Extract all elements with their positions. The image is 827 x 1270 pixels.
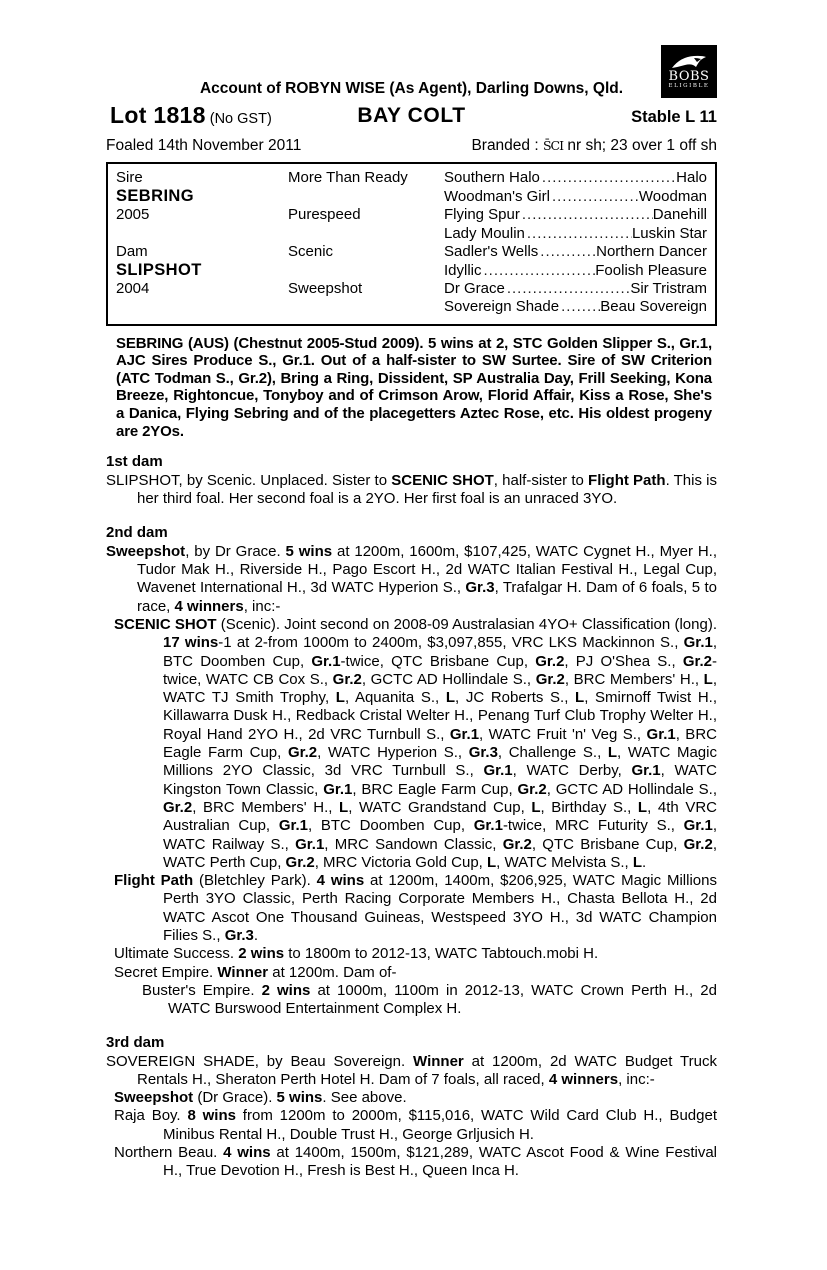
entry-bold-text: Gr.1 <box>483 762 513 780</box>
entry-text: at 1200m, 1400m, $206,925, WATC Magic Millions Perth 3YO Classic, Perth Racing Corporate Members H., Chasta Bellota H., 2d WATC Ascot One Thousand Guineas, Westspeed 3YO H., 3d WATC Champion Filies S., <box>163 872 717 945</box>
pedigree-entry <box>106 945 717 963</box>
pedigree-entry <box>106 982 717 1019</box>
foaled-date: Foaled 14th November 2011 <box>106 137 302 154</box>
entry-text: Raja Boy. <box>114 1107 188 1125</box>
entry-text: (Bletchley Park). <box>193 872 317 890</box>
entry-text: , WATC Perth Cup, <box>163 835 717 871</box>
entry-bold-text: Winner <box>413 1052 464 1070</box>
entry-text: Northern Beau. <box>114 1143 224 1161</box>
entry-text: -twice, QTC Brisbane Cup, <box>340 652 536 670</box>
entry-text: , Aquanita S., <box>344 689 446 707</box>
page-content <box>106 80 717 1181</box>
entry-bold-text: Gr.1 <box>631 762 661 780</box>
dot-leader <box>559 298 600 316</box>
entry-text: at 1200m. Dam of- <box>268 963 397 981</box>
pedigree-horse-cell: 2004 <box>116 280 150 298</box>
entry-text: , WATC Railway S., <box>163 817 717 853</box>
ancestor-sire-name: Luskin Star <box>631 224 707 242</box>
entry-text: , BTC Doomben Cup, <box>163 634 717 670</box>
pedigree-entry <box>106 872 717 945</box>
section-heading: 2nd dam <box>106 523 168 541</box>
ancestor-sire-name: Sir Tristram <box>630 280 707 298</box>
entry-bold-text: Gr.1 <box>278 817 308 835</box>
entry-text: , Smirnoff Twist H., Killawarra Dusk H., Redback Cristal Welter H., Penang Turf Club Trophy Welter H., Royal Hand 2YO H., 2d VRC Turnbull S., <box>163 689 717 743</box>
pedigree-entry <box>106 616 717 872</box>
entry-text: , WATC TJ Smith Trophy, <box>163 670 717 707</box>
entry-text: , BRC Eagle Farm Cup, <box>163 725 717 762</box>
entry-bold-text: L <box>632 853 643 871</box>
entry-text: , MRC Victoria Gold Cup, <box>314 853 487 871</box>
entry-bold-text: Gr.3 <box>224 927 254 945</box>
entry-text: , inc:- <box>618 1070 655 1088</box>
entry-bold-text: 17 wins <box>163 634 219 652</box>
lot-row <box>106 101 717 131</box>
pedigree-ancestor-cell <box>444 280 707 298</box>
entry-bold-text: L <box>445 689 456 707</box>
entry-text: , BTC Doomben Cup, <box>308 817 474 835</box>
entry-bold-text: 5 wins <box>276 1089 323 1107</box>
entry-text: to 1800m to 2012-13, WATC Tabtouch.mobi H. <box>284 945 599 963</box>
pedigree-ancestor-cell <box>444 298 707 316</box>
ancestor-name: Southern Halo <box>444 169 540 186</box>
entry-text: Secret Empire. <box>114 963 218 981</box>
entry-text: , BRC Members' H., <box>192 798 340 816</box>
entry-text: , PJ O'Shea S., <box>564 652 683 670</box>
entry-bold-text: Gr.2 <box>287 744 318 762</box>
entry-text: . <box>642 853 647 871</box>
pedigree-entry <box>106 1107 717 1144</box>
entry-bold-text: Flight Path <box>114 872 194 890</box>
pedigree-entry <box>106 472 717 509</box>
account-line: Account of ROBYN WISE (As Agent), Darling Downs, Qld. <box>199 80 624 97</box>
pedigree-ancestor-cell <box>444 188 707 206</box>
entry-text: , GCTC AD Hollindale S., <box>546 780 717 798</box>
entry-text: (Dr Grace). <box>193 1089 277 1107</box>
entry-text: at 1000m, 1100m in 2012-13, WATC Crown Perth H., 2d WATC Burswood Entertainment Complex H. <box>168 981 717 1018</box>
entry-bold-text: Gr.1 <box>323 780 353 798</box>
pedigree-table <box>106 162 717 326</box>
dot-leader <box>538 243 596 261</box>
entry-text: , WATC Grandstand Cup, <box>348 798 532 816</box>
entry-bold-text: Gr.2 <box>683 835 713 853</box>
entry-bold-text: L <box>637 798 648 816</box>
entry-text: , BRC Members' H., <box>564 670 704 688</box>
pedigree-entry <box>106 1053 717 1090</box>
ancestor-sire-name: Beau Sovereign <box>600 298 707 316</box>
entry-text: -twice, WATC CB Cox S., <box>163 652 717 688</box>
entry-text: Buster's Empire. <box>142 981 262 999</box>
entry-text: -twice, MRC Futurity S., <box>502 817 684 835</box>
pedigree-parent-cell: Scenic <box>288 242 334 260</box>
foaled-row <box>106 137 717 155</box>
entry-text: SOVEREIGN SHADE, by Beau Sovereign. <box>106 1052 414 1070</box>
entry-bold-text: Gr.2 <box>502 835 532 853</box>
pedigree-row <box>116 243 707 261</box>
entry-text: , WATC Hyperion S., <box>317 744 469 762</box>
entry-text: (Scenic). Joint second on 2008-09 Australasian 4YO+ Classification (long). <box>216 615 717 633</box>
pedigree-horse-cell: SLIPSHOT <box>116 261 202 280</box>
dot-leader <box>505 280 630 298</box>
entry-text: Ultimate Success. <box>114 945 239 963</box>
entry-text: , MRC Sandown Classic, <box>324 835 503 853</box>
entry-text: , inc:- <box>243 597 281 615</box>
dam-sections <box>106 453 717 1180</box>
entry-bold-text: Sweepshot <box>114 1089 194 1107</box>
ancestor-sire-name: Northern Dancer <box>596 242 707 260</box>
entry-bold-text: Gr.1 <box>473 817 503 835</box>
pedigree-row <box>116 187 707 206</box>
pedigree-horse-cell: SEBRING <box>116 187 194 206</box>
entry-bold-text: L <box>335 689 345 707</box>
ancestor-name: Lady Moulin <box>444 224 525 242</box>
lot-left <box>110 102 272 129</box>
lot-number: Lot 1818 <box>110 102 206 128</box>
entry-bold-text: Gr.1 <box>311 652 341 670</box>
entry-text: , Challenge S., <box>497 744 608 762</box>
brand-symbol: S̄CI <box>542 138 564 153</box>
entry-text: , WATC Kingston Town Classic, <box>163 762 717 798</box>
entry-text: SLIPSHOT, by Scenic. Unplaced. Sister to <box>106 472 392 490</box>
entry-bold-text: Gr.2 <box>163 798 193 816</box>
pedigree-row <box>116 169 707 187</box>
ancestor-name: Flying Spur <box>444 206 520 224</box>
entry-text: , BRC Eagle Farm Cup, <box>352 780 518 798</box>
entry-text: -1 at 2-from 1000m to 2400m, $3,097,855, VRC LKS Mackinnon S., <box>218 634 684 652</box>
entry-bold-text: Gr.3 <box>465 579 495 597</box>
entry-bold-text: Flight Path <box>588 472 666 490</box>
entry-text: , by Dr Grace. <box>185 542 286 560</box>
pedigree-horse-cell: Dam <box>116 242 148 260</box>
entry-bold-text: L <box>339 798 349 816</box>
ancestor-sire-name: Woodman <box>638 188 707 206</box>
entry-bold-text: Gr.3 <box>468 744 498 762</box>
entry-text: , WATC Fruit 'n' Veg S., <box>479 725 647 743</box>
entry-bold-text: Gr.2 <box>682 652 712 670</box>
ancestor-sire-name: Danehill <box>652 206 707 224</box>
entry-bold-text: Winner <box>217 963 269 981</box>
entry-bold-text: Gr.1 <box>683 634 713 652</box>
ancestor-name: Sovereign Shade <box>444 298 560 316</box>
pedigree-horse-cell: 2005 <box>116 206 150 224</box>
entry-bold-text: L <box>487 853 497 871</box>
pedigree-ancestor-cell <box>444 169 707 187</box>
entry-text: , JC Roberts S., <box>455 689 576 707</box>
pedigree-ancestor-cell <box>444 262 707 280</box>
pedigree-ancestor-cell <box>444 225 707 243</box>
pedigree-entry <box>106 1089 717 1107</box>
pedigree-ancestor-cell <box>444 206 707 224</box>
entry-bold-text: L <box>531 798 541 816</box>
dot-leader <box>540 169 676 187</box>
ancestor-sire-name: Foolish Pleasure <box>595 262 707 280</box>
entry-text: , Birthday S., <box>540 798 638 816</box>
gst-note: (No GST) <box>205 111 272 127</box>
entry-text: . See above. <box>322 1089 407 1107</box>
entry-bold-text: 2 wins <box>261 981 311 999</box>
entry-text: , 4th VRC Australian Cup, <box>163 798 717 835</box>
entry-bold-text: L <box>575 689 585 707</box>
pedigree-row <box>116 261 707 280</box>
pedigree-parent-cell: Purespeed <box>288 206 361 224</box>
entry-bold-text: SCENIC SHOT <box>391 472 494 490</box>
dot-leader <box>525 225 632 243</box>
entry-text: , half-sister to <box>493 472 589 490</box>
entry-bold-text: Gr.2 <box>535 670 565 688</box>
dot-leader <box>520 206 653 224</box>
entry-bold-text: L <box>703 670 713 688</box>
branded-suffix: nr sh; 23 over 1 off sh <box>563 137 717 154</box>
entry-bold-text: Gr.2 <box>517 780 547 798</box>
entry-bold-text: Gr.1 <box>449 725 480 743</box>
pedigree-entry <box>106 1144 717 1181</box>
entry-bold-text: SCENIC SHOT <box>114 615 217 633</box>
entry-text: at 1200m, 2d WATC Budget Truck Rentals H., Sheraton Perth Hotel H. Dam of 7 foals, all raced, <box>137 1052 717 1088</box>
branded-info <box>471 137 717 155</box>
ancestor-name: Dr Grace <box>444 280 505 298</box>
pedigree-entry <box>106 964 717 982</box>
page-title: BAY COLT <box>357 104 466 127</box>
entry-text: . <box>253 927 259 945</box>
pedigree-parent-cell: More Than Ready <box>288 169 408 186</box>
pedigree-row <box>116 298 707 316</box>
pedigree-entry <box>106 543 717 616</box>
entry-text: . This is her third foal. Her second foal is a 2YO. Her first foal is an unraced 3YO. <box>137 472 718 508</box>
entry-text: , Trafalgar H. Dam of 6 foals, 5 to race, <box>137 579 717 615</box>
entry-text: from 1200m to 2000m, $115,016, WATC Wild Card Club H., Budget Minibus Rental H., Double Trust H., George Grljusich H. <box>163 1107 717 1143</box>
entry-text: , QTC Brisbane Cup, <box>531 835 684 853</box>
entry-bold-text: 2 wins <box>238 945 285 963</box>
entry-bold-text: Sweepshot <box>106 542 186 560</box>
dot-leader <box>482 262 596 280</box>
ancestor-name: Woodman's Girl <box>444 188 550 206</box>
stable-label: Stable L 11 <box>631 108 717 126</box>
pedigree-row <box>116 206 707 224</box>
entry-bold-text: Gr.2 <box>332 670 362 688</box>
pedigree-horse-cell: Sire <box>116 169 143 186</box>
dot-leader <box>550 188 639 206</box>
horse-head-icon <box>670 54 708 70</box>
ancestor-name: Idyllic <box>444 262 482 280</box>
pedigree-ancestor-cell <box>444 243 707 261</box>
entry-text: at 1400m, 1500m, $121,289, WATC Ascot Food & Wine Festival H., True Devotion H., Fresh is Best H., Queen Inca H. <box>163 1143 717 1180</box>
branded-prefix: Branded : <box>471 137 543 154</box>
entry-bold-text: 5 wins <box>285 542 333 560</box>
pedigree-parent-cell: Sweepshot <box>288 280 363 298</box>
entry-text: , WATC Derby, <box>512 762 632 780</box>
entry-text: , GCTC AD Hollindale S., <box>361 670 536 688</box>
entry-bold-text: Gr.2 <box>285 853 315 871</box>
entry-text: at 1200m, 1600m, $107,425, WATC Cygnet H., Myer H., Tudor Mak H., Riverside H., Pago Escort H., 2d WATC Italian Festival H., Legal Cup, Wavenet International H., 3d WATC Hyperion S., <box>137 542 717 597</box>
logo-subtitle: ELIGIBLE <box>668 83 710 89</box>
logo-title: BOBS <box>668 69 710 84</box>
entry-bold-text: 4 winners <box>548 1070 619 1088</box>
pedigree-row <box>116 280 707 298</box>
section-heading: 1st dam <box>106 453 163 471</box>
entry-bold-text: 4 wins <box>316 872 365 890</box>
sire-summary: SEBRING (AUS) (Chestnut 2005-Stud 2009). 5 wins at 2, STC Golden Slipper S., Gr.1, AJC Sires Produce S., Gr.1. Out of a half-sister to SW Surtee. Sire of SW Criterion (ATC Todman S., Gr.2), Bring a Ring, Dissident, SP Australia Day, Frill Seeking, Kona Breeze, Rightoncue, Tonyboy and of Crimson Arow, Florid Affair, Kiss a Rose, She's a Danica, Flying Sebring and of the placegetters Aztec Rose, etc. His oldest progeny are 2YOs. <box>116 334 712 440</box>
entry-bold-text: 4 wins <box>223 1143 271 1161</box>
ancestor-name: Sadler's Wells <box>444 242 539 260</box>
entry-bold-text: Gr.1 <box>295 835 325 853</box>
entry-bold-text: Gr.1 <box>683 817 713 835</box>
pedigree-row <box>116 225 707 243</box>
section-heading: 3rd dam <box>106 1033 165 1051</box>
entry-text: , WATC Melvista S., <box>496 853 633 871</box>
entry-bold-text: 8 wins <box>187 1107 236 1125</box>
entry-bold-text: L <box>607 744 618 762</box>
entry-bold-text: Gr.1 <box>646 725 676 743</box>
ancestor-sire-name: Halo <box>676 169 707 186</box>
entry-bold-text: Gr.2 <box>535 652 565 670</box>
entry-text: , WATC Magic Millions 2YO Classic, 3d VRC Turnbull S., <box>163 744 717 780</box>
entry-bold-text: 4 winners <box>174 597 244 615</box>
